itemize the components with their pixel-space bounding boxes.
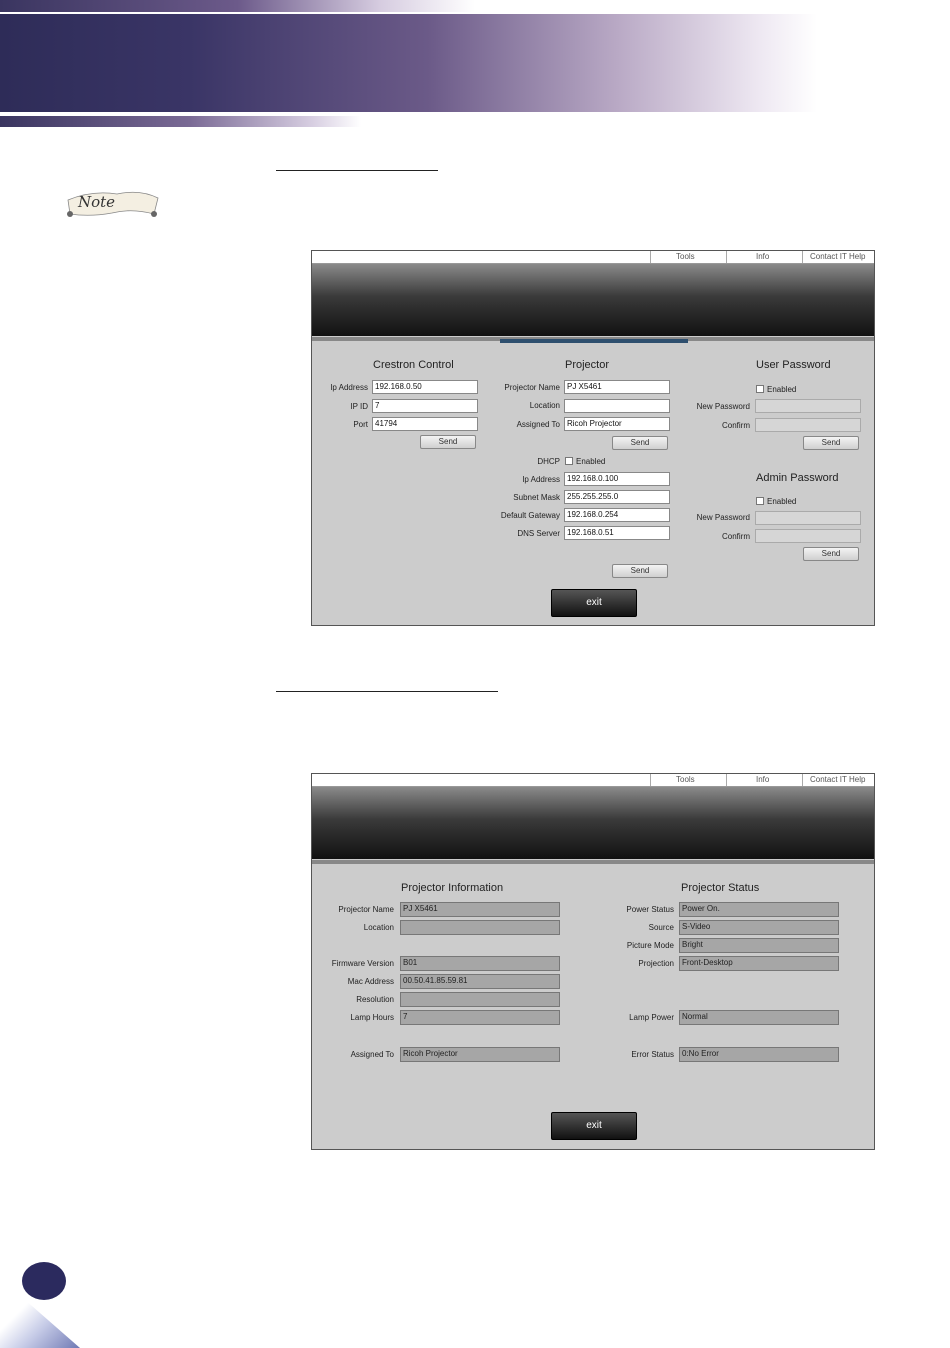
user-password-enabled-checkbox[interactable]	[756, 385, 764, 393]
crestron-ipid-input[interactable]: 7	[372, 399, 478, 413]
resolution-label: Resolution	[356, 995, 394, 1004]
default-gateway-input[interactable]: 192.168.0.254	[564, 508, 670, 522]
subnet-mask-input[interactable]: 255.255.255.0	[564, 490, 670, 504]
crestron-ip-input[interactable]: 192.168.0.50	[372, 380, 478, 394]
location-label: Location	[529, 401, 560, 410]
menu-contact[interactable]: Contact IT Help	[810, 252, 866, 261]
crestron-port-input[interactable]: 41794	[372, 417, 478, 431]
crestron-ip-label: Ip Address	[330, 383, 368, 392]
info-assigned-value: Ricoh Projector	[400, 1047, 560, 1062]
mac-address-label: Mac Address	[347, 977, 394, 986]
menu-info[interactable]: Info	[756, 775, 770, 784]
info-location-label: Location	[363, 923, 394, 932]
crestron-ipid-label: IP ID	[350, 402, 368, 411]
projector-name-label: Projector Name	[504, 383, 560, 392]
assigned-to-input[interactable]: Ricoh Projector	[564, 417, 670, 431]
menu-tools[interactable]: Tools	[676, 252, 695, 261]
projector-information-title: Projector Information	[401, 882, 504, 894]
admin-password-enabled-label: Enabled	[767, 497, 797, 506]
projector-send-button[interactable]: Send	[612, 436, 668, 450]
lamp-hours-value: 7	[400, 1010, 560, 1025]
banner-stripe	[312, 860, 874, 864]
firmware-label: Firmware Version	[331, 959, 394, 968]
note-label: Note	[78, 193, 116, 211]
menu-contact[interactable]: Contact IT Help	[810, 775, 866, 784]
projector-status-title: Projector Status	[681, 882, 760, 894]
network-ip-input[interactable]: 192.168.0.100	[564, 472, 670, 486]
projector-info-screenshot	[311, 773, 875, 1150]
exit-button[interactable]: exit	[551, 589, 637, 617]
default-gateway-label: Default Gateway	[500, 511, 560, 520]
subnet-mask-label: Subnet Mask	[513, 493, 560, 502]
network-settings-screenshot	[311, 250, 875, 626]
active-tab-indicator	[500, 339, 688, 343]
user-password-title: User Password	[756, 359, 831, 371]
banner	[312, 787, 874, 859]
dhcp-label: DHCP	[537, 457, 560, 466]
source-label: Source	[648, 923, 674, 932]
network-send-button[interactable]: Send	[612, 564, 668, 578]
header-band	[0, 14, 950, 112]
crestron-title: Crestron Control	[373, 359, 454, 371]
dhcp-checkbox[interactable]	[565, 457, 573, 465]
user-new-password-label: New Password	[696, 402, 750, 411]
section-rule-1	[276, 170, 438, 171]
location-input[interactable]	[564, 399, 670, 413]
page-number-badge	[22, 1262, 66, 1300]
admin-new-password-label: New Password	[696, 513, 750, 522]
user-confirm-input[interactable]	[755, 418, 861, 432]
info-assigned-label: Assigned To	[350, 1050, 394, 1059]
user-confirm-label: Confirm	[721, 421, 750, 430]
exit-button[interactable]: exit	[551, 1112, 637, 1140]
section-rule-2	[276, 691, 498, 692]
projector-name-input[interactable]: PJ X5461	[564, 380, 670, 394]
lamp-power-value: Normal	[679, 1010, 839, 1025]
error-status-value: 0:No Error	[679, 1047, 839, 1062]
network-ip-label: Ip Address	[522, 475, 560, 484]
source-value: S-Video	[679, 920, 839, 935]
admin-password-send-button[interactable]: Send	[803, 547, 859, 561]
admin-password-enabled-checkbox[interactable]	[756, 497, 764, 505]
projection-value: Front-Desktop	[679, 956, 839, 971]
dhcp-enabled-label: Enabled	[576, 457, 606, 466]
menu-bar	[312, 251, 874, 264]
crestron-send-button[interactable]: Send	[420, 435, 476, 449]
picture-mode-label: Picture Mode	[626, 941, 674, 950]
menu-info[interactable]: Info	[756, 252, 770, 261]
admin-new-password-input[interactable]	[755, 511, 861, 525]
mac-address-value: 00.50.41.85.59.81	[400, 974, 560, 989]
lamp-power-label: Lamp Power	[629, 1013, 674, 1022]
info-name-value: PJ X5461	[400, 902, 560, 917]
dns-server-input[interactable]: 192.168.0.51	[564, 526, 670, 540]
user-new-password-input[interactable]	[755, 399, 861, 413]
crestron-port-label: Port	[353, 420, 368, 429]
error-status-label: Error Status	[631, 1050, 674, 1059]
info-name-label: Projector Name	[338, 905, 394, 914]
header-band-bottom	[0, 116, 950, 127]
note-icon	[62, 186, 162, 222]
user-password-send-button[interactable]: Send	[803, 436, 859, 450]
user-password-enabled-label: Enabled	[767, 385, 797, 394]
power-status-value: Power On.	[679, 902, 839, 917]
header-band-top	[0, 0, 950, 12]
admin-confirm-input[interactable]	[755, 529, 861, 543]
menu-bar	[312, 774, 874, 787]
admin-password-title: Admin Password	[756, 472, 839, 484]
admin-confirm-label: Confirm	[721, 532, 750, 541]
menu-tools[interactable]: Tools	[676, 775, 695, 784]
power-status-label: Power Status	[626, 905, 674, 914]
assigned-to-label: Assigned To	[516, 420, 560, 429]
banner	[312, 264, 874, 336]
lamp-hours-label: Lamp Hours	[350, 1013, 394, 1022]
projection-label: Projection	[638, 959, 674, 968]
projector-title: Projector	[565, 359, 610, 371]
firmware-value: B01	[400, 956, 560, 971]
resolution-value	[400, 992, 560, 1007]
dns-server-label: DNS Server	[517, 529, 560, 538]
info-location-value	[400, 920, 560, 935]
picture-mode-value: Bright	[679, 938, 839, 953]
